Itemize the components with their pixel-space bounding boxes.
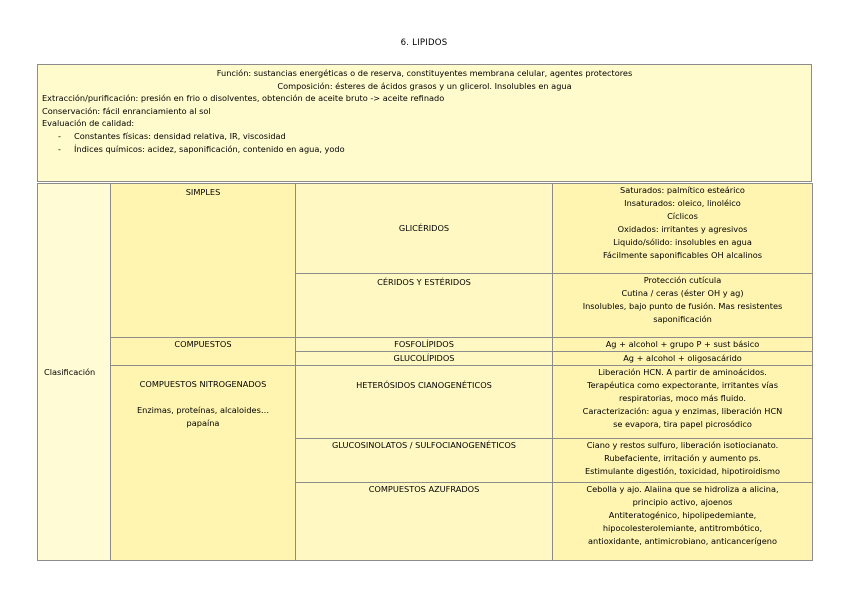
glucolipidos-name: GLUCOLÍPIDOS [296, 352, 553, 366]
nitrogenados-cell [111, 366, 296, 561]
glucolipidos-desc: Ag + alcohol + oligosacárido [553, 352, 813, 366]
extraction-line: Extracción/purificación: presión en frio o disolventes, obtención de aceite bruto -> aceite refinado [42, 93, 445, 104]
cerides-name: CÉRIDOS Y ESTÉRIDOS [296, 274, 553, 338]
info-box [37, 64, 812, 182]
fosfolipidos-name: FOSFOLÍPIDOS [296, 338, 553, 352]
gliceridos-name: GLICÉRIDOS [296, 184, 553, 274]
glucosinolatos-desc: Ciano y restos sulfuro, liberación isotiocianato. Rubefaciente, irritación y aumento ps. Estimulante digestión, toxicidad, hipotiroidismo [553, 439, 813, 483]
function-line: Función: sustancias energéticas o de reserva, constituyentes membrana celular, agentes protectores [216, 68, 633, 78]
simples-label: SIMPLES [111, 184, 296, 338]
cerides-desc: Protección cutícula Cutina / ceras (éster OH y ag) Insolubles, bajo punto de fusión. Mas resistentes saponificación [553, 274, 813, 338]
heterosidos-name: HETERÓSIDOS CIANOGENÉTICOS [296, 366, 553, 439]
quality-evaluation-line: Evaluación de calidad: [42, 118, 135, 129]
bullet-item: - Constantes físicas: densidad relativa, IR, viscosidad [58, 130, 286, 141]
classification-table [37, 183, 813, 561]
nitrogenados-title: COMPUESTOS NITROGENADOS [139, 379, 267, 389]
azufrados-desc: Cebolla y ajo. Alaiina que se hidroliza a alicina, principio activo, ajoenos Antiteratogénico, hipolipedemiante, hipocolesterolemiante, antitrombótico, antioxidante, antimicrobiano, anticancerígeno [553, 483, 813, 561]
composition-line: Composición: ésteres de ácidos grasos y un glicerol. Insolubles en agua [277, 80, 572, 91]
conservation-line: Conservación: fácil enranciamiento al sol [42, 105, 211, 116]
azufrados-name: COMPUESTOS AZUFRADOS [296, 483, 553, 561]
glucosinolatos-name: GLUCOSINOLATOS / SULFOCIANOGENÉTICOS [296, 439, 553, 483]
gliceridos-desc: Saturados: palmítico esteárico Insaturados: oleico, linoléico Cíclicos Oxidados: irritantes y agresivos Liquido/sólido: insolubles en agua Fácilmente saponificables OH alcalinos [553, 184, 813, 274]
nitrogenados-line1: Enzimas, proteínas, alcaloides… [136, 405, 270, 415]
heterosidos-desc: Liberación HCN. A partir de aminoácidos. Terapéutica como expectorante, irritantes vías respiratorias, moco más fluido. Caracterización: agua y enzimas, liberación HCN se evapora, tira papel picrosódico [553, 366, 813, 439]
compuestos-label: COMPUESTOS [111, 338, 296, 366]
document-title: 6. LIPIDOS [400, 38, 448, 48]
nitrogenados-line2: papaína [186, 418, 220, 428]
bullet-item: - Índices químicos: acidez, saponificación, contenido en agua, yodo [58, 143, 345, 154]
fosfolipidos-desc: Ag + alcohol + grupo P + sust básico [553, 338, 813, 352]
classification-label: Clasificación [38, 184, 111, 561]
